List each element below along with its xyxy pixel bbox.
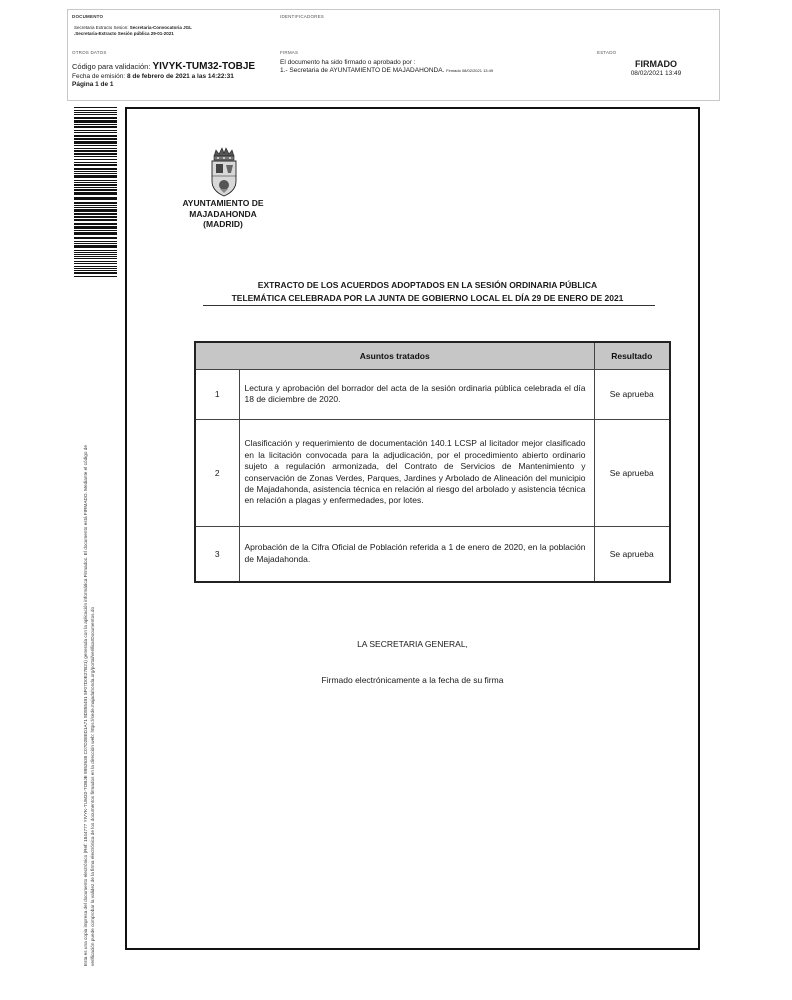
emission-date-line	[72, 73, 234, 80]
firmas-line-2	[280, 67, 493, 74]
document-metadata-header	[67, 9, 720, 101]
title-underline	[203, 305, 655, 306]
estado-cell	[593, 46, 719, 100]
row-subject: Aprobación de la Cifra Oficial de Población referida a 1 de enero de 2020, en la población de Majadahonda.	[239, 526, 594, 582]
estado-date: 08/02/2021 13:49	[630, 70, 682, 77]
electronic-signature-note: Firmado electrónicamente a la fecha de su firma	[321, 675, 504, 685]
validation-code-prefix: Código para validación:	[72, 62, 151, 71]
documento-cell	[68, 10, 276, 46]
row-result: Se aprueba	[594, 526, 670, 582]
identificadores-label: IDENTIFICADORES	[280, 14, 325, 19]
firmas-cell	[276, 46, 593, 100]
organization-line-2: MAJADAHONDA	[189, 208, 257, 219]
row-result: Se aprueba	[594, 419, 670, 526]
otros-datos-label: OTROS DATOS	[72, 50, 107, 55]
identificadores-cell	[276, 10, 719, 46]
barcode-image	[74, 107, 117, 277]
firmas-signer: 1.- Secretaria de AYUNTAMIENTO DE MAJADAHONDA.	[280, 67, 445, 74]
table-row	[195, 369, 670, 419]
column-header-resultado: Resultado	[594, 342, 670, 369]
row-number: 3	[195, 526, 239, 582]
firmas-line-1: El documento ha sido firmado o aprobado por :	[280, 59, 416, 66]
firmas-signed-date: Firmado 08/02/2021 13:49	[446, 68, 494, 73]
documento-line-1-prefix: Secretaria Extracto Sesion:	[74, 25, 129, 30]
emission-date-value: 8 de febrero de 2021 a las 14:22:31	[126, 73, 234, 80]
row-result: Se aprueba	[594, 369, 670, 419]
otros-datos-cell	[68, 46, 276, 100]
documento-line-1-bold: Secretaria-Convocatoria JGL	[129, 25, 192, 30]
emission-date-prefix: Fecha de emisión:	[72, 73, 126, 80]
title-line-1: EXTRACTO DE LOS ACUERDOS ADOPTADOS EN LA SESIÓN ORDINARIA PÚBLICA	[257, 280, 598, 290]
firmas-label: FIRMAS	[280, 50, 299, 55]
validation-code-line	[72, 61, 255, 72]
document-title	[200, 279, 655, 305]
agenda-table-header	[195, 342, 670, 369]
table-row	[195, 419, 670, 526]
verification-side-text	[82, 306, 96, 966]
title-line-2: TELEMÁTICA CELEBRADA POR LA JUNTA DE GOBIERNO LOCAL EL DÍA 29 DE ENERO DE 2021	[231, 293, 624, 303]
documento-line-2: .Secretaria-Extracto Sesión pública 29-01-2021	[74, 31, 174, 36]
row-number: 2	[195, 419, 239, 526]
row-subject: Clasificación y requerimiento de documentación 140.1 LCSP al licitador mejor clasificado en la licitación convocada para la adjudicación, por el procedimiento abierto ordinario sujeto a regulación armonizada, del Contrato de Servicios de Mantenimiento y conservación de Zonas Verdes, Parques, Jardines y Arbolado de Alineación del municipio de Majadahonda, asistencia técnica en relación al riesgo del arbolado y asistencia técnica en relación a plagas y enfermedades, por lotes.	[239, 419, 594, 526]
verification-line-1: Esta es una copia impresa del documento electrónico (Ref: 1844777 YIVYK-TUM32-TOBJE 8952635 C07D2EED1A71 8D855491 5F07D0E27B21) generada con la aplicación informática Firmadoc. El documento está FIRMADO. Mediante el código de	[83, 445, 88, 966]
row-subject: Lectura y aprobación del borrador del acta de la sesión ordinaria pública celebrada el día 18 de diciembre de 2020.	[239, 369, 594, 419]
signatory-title: LA SECRETARIA GENERAL,	[357, 639, 468, 649]
verification-line-2: verificación puede comprobar la validez de la firma electrónica de los documentos firmados en la dirección web: https://sede.majadahonda.org/portal/verificarDocumentos.do	[90, 606, 95, 966]
agenda-table	[194, 341, 671, 583]
organization-line-3: (MADRID)	[203, 219, 243, 229]
organization-line-1: AYUNTAMIENTO DE	[182, 198, 264, 208]
page-count: Página 1 de 1	[72, 81, 114, 88]
validation-code: YIVYK-TUM32-TOBJE	[152, 61, 256, 72]
estado-value: FIRMADO	[635, 59, 677, 69]
coat-of-arms-icon	[209, 147, 239, 199]
documento-label: DOCUMENTO	[72, 14, 104, 19]
row-number: 1	[195, 369, 239, 419]
document-page	[125, 107, 700, 950]
column-header-asuntos: Asuntos tratados	[195, 342, 594, 369]
table-row	[195, 526, 670, 582]
documento-line-1	[74, 25, 192, 30]
estado-label: ESTADO	[597, 50, 617, 55]
organization-name	[171, 198, 275, 230]
